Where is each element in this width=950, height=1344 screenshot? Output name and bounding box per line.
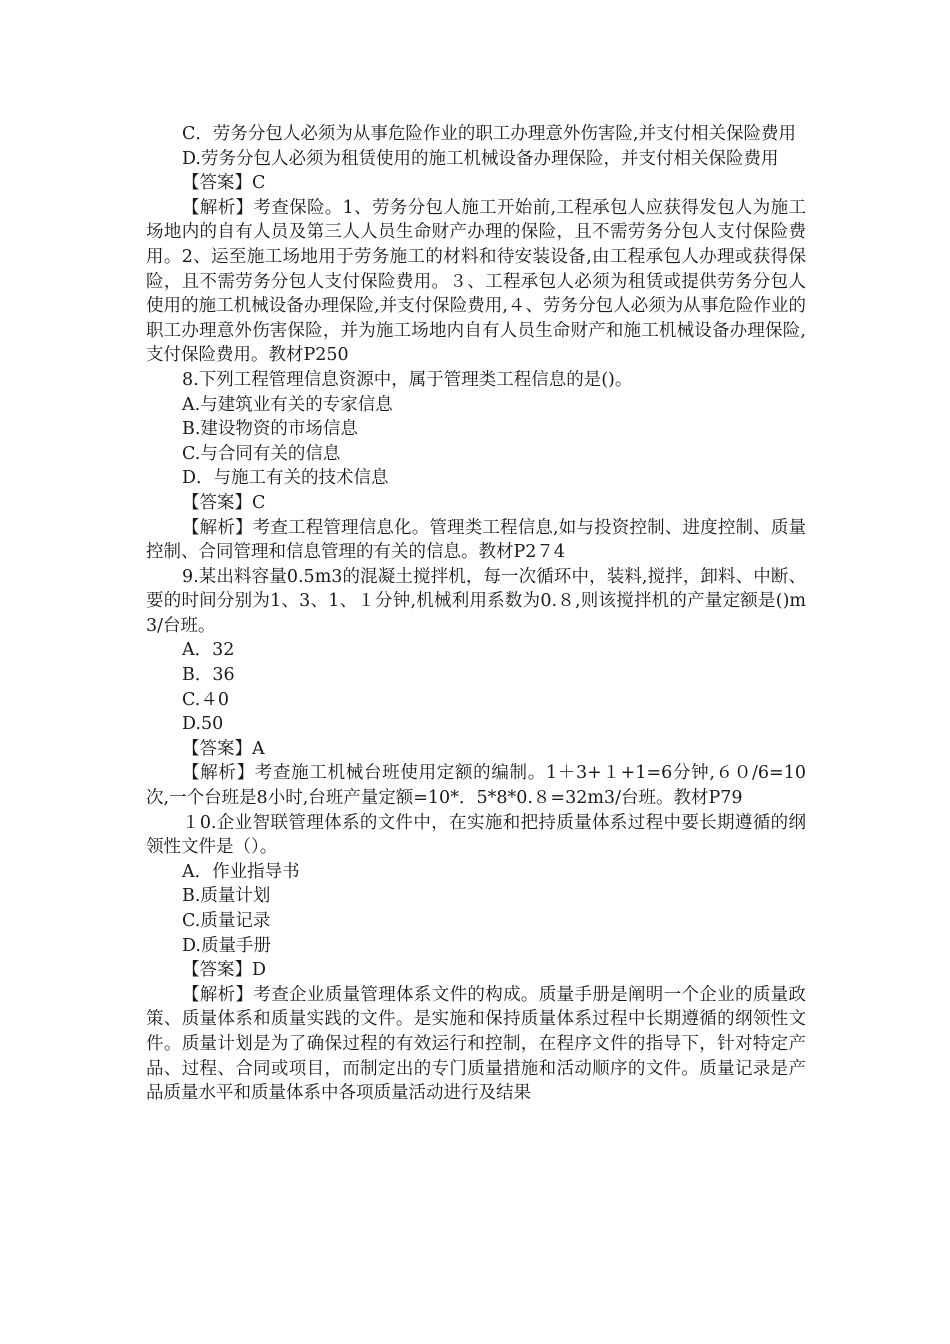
question-8-option-c: C.与合同有关的信息 bbox=[182, 443, 341, 464]
question-9-option-b: B．36 bbox=[182, 665, 235, 686]
question-8-option-a: A.与建筑业有关的专家信息 bbox=[182, 394, 393, 415]
question-10: １0.企业智联管理体系的文件中，在实施和把持质量体系过程中要长期遵循的纲领性文件是（）。 bbox=[146, 812, 806, 858]
question-8-option-b: B.建设物资的市场信息 bbox=[182, 419, 358, 440]
question-10-explanation: 【解析】考查企业质量管理体系文件的构成。质量手册是阐明一个企业的质量政策、质量体系和质量实践的文件。是实施和保持质量体系过程中长期遵循的纲领性文件。质量计划是为了确保过程的有效运行和控制，在程序文件的指导下，针对特定产品、过程、合同或项目，而制定出的专门质量措施和活动顺序的文件。质量记录是产品质量水平和质量体系中各项质量活动进行及结果 bbox=[146, 984, 806, 1104]
question-9-option-c: C.４0 bbox=[182, 689, 229, 710]
question-8-answer: 【答案】C bbox=[182, 492, 266, 513]
question-9-option-d: D.50 bbox=[182, 714, 224, 735]
option-d-text: D.劳务分包人必须为租赁使用的施工机械设备办理保险，并支付相关保险费用 bbox=[182, 148, 779, 169]
question-10-option-a: A．作业指导书 bbox=[182, 861, 300, 882]
document-page bbox=[146, 122, 806, 1106]
question-10-option-b: B.质量计划 bbox=[182, 886, 271, 907]
question-10-option-d: D.质量手册 bbox=[182, 935, 271, 956]
question-9-option-a: A．32 bbox=[182, 640, 235, 661]
question-8-option-d: D．与施工有关的技术信息 bbox=[182, 468, 389, 489]
question-9-answer: 【答案】A bbox=[182, 738, 265, 759]
question-8-explanation: 【解析】考查工程管理信息化。管理类工程信息,如与投资控制、进度控制、质量控制、合同管理和信息管理的有关的信息。教材P2７4 bbox=[146, 517, 806, 563]
question-10-answer: 【答案】D bbox=[182, 960, 267, 981]
option-c-text: C．劳务分包人必须为从事危险作业的职工办理意外伤害险,并支付相关保险费用 bbox=[182, 124, 796, 144]
question-8: 8.下列工程管理信息资源中，属于管理类工程信息的是()。 bbox=[182, 369, 633, 390]
question-9: 9.某出料容量0.5m3的混凝土搅拌机，每一次循环中，装料,搅拌，卸料、中断、要的时间分别为1、3、1、１分钟,机械利用系数为0.８,则该搅拌机的产量定额是()m3/台班。 bbox=[146, 566, 806, 636]
question-10-option-c: C.质量记录 bbox=[182, 911, 271, 931]
answer-line: 【答案】C bbox=[182, 173, 266, 194]
question-9-explanation: 【解析】考查施工机械台班使用定额的编制。1＋3+１+1=6分钟,６０/6=10次,一个台班是8小时,台班产量定额=10*．5*8*0.８=32m3/台班。教材P79 bbox=[146, 763, 806, 809]
explanation-paragraph: 【解析】考查保险。1、劳务分包人施工开始前,工程承包人应获得发包人为施工场地内的自有人员及第三人人员生命财产办理的保险，且不需劳务分包人支付保险费用。2、运至施工场地用于劳务施工的材料和待安装设备,由工程承包人办理或获得保险，且不需劳务分包人支付保险费用。３、工程承包人必须为租赁或提供劳务分包人使用的施工机械设备办理保险,并支付保险费用,４、劳务分包人必须为从事危险作业的职工办理意外伤害保险，并为施工场地内自有人员生命财产和施工机械设备办理保险,支付保险费用。教材P250 bbox=[146, 197, 806, 366]
